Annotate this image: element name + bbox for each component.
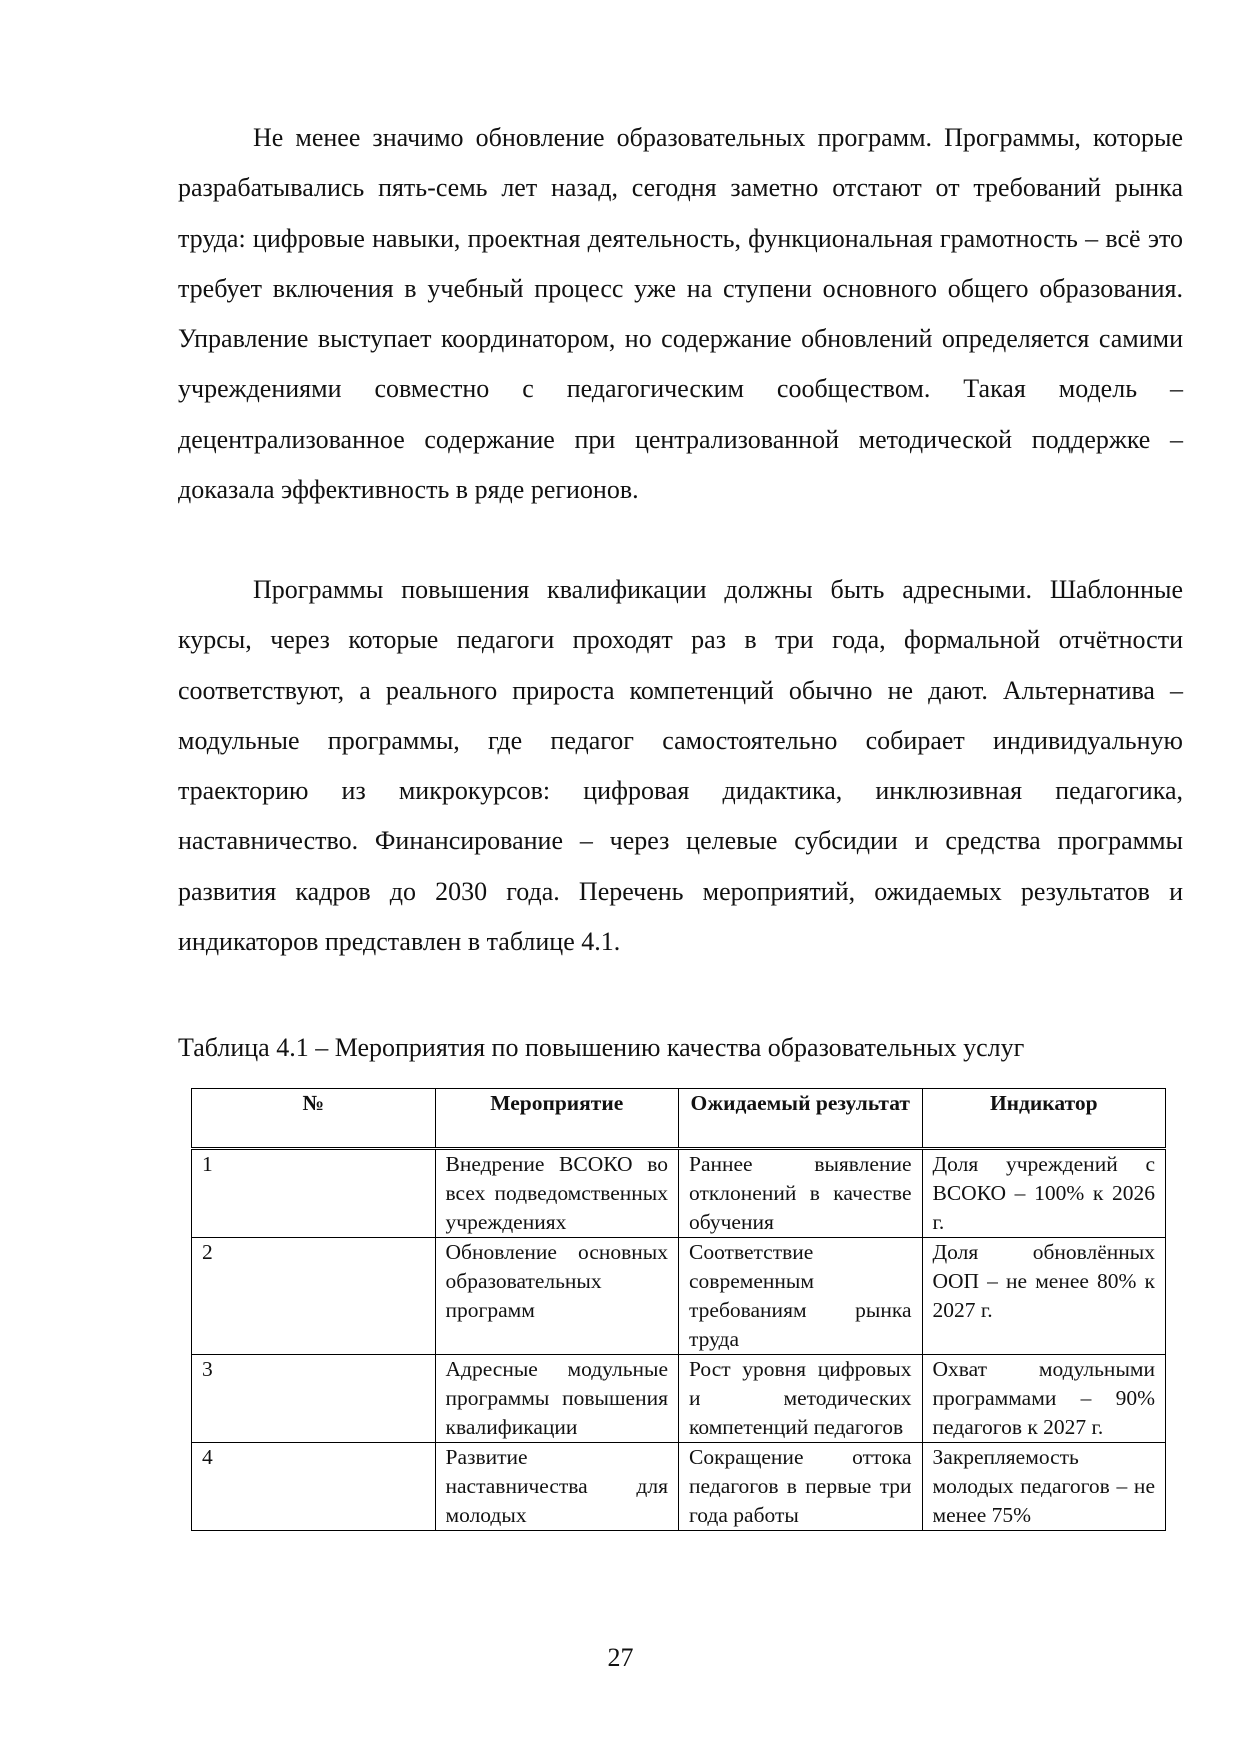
cell-indicator: Доля учреждений с ВСОКО – 100% к 2026 г. [922,1149,1166,1238]
cell-number: 1 [192,1149,436,1238]
table-row [192,1443,1166,1531]
cell-number: 4 [192,1443,436,1531]
cell-number: 2 [192,1238,436,1355]
cell-measure: Развитие наставничества для молодых [435,1443,679,1531]
column-header-number: № [192,1089,436,1149]
cell-indicator: Закрепляемость молодых педагогов – не менее 75% [922,1443,1166,1531]
table-header-row [192,1089,1166,1149]
cell-measure: Внедрение ВСОКО во всех подведомственных учреждениях [435,1149,679,1238]
table-row [192,1238,1166,1355]
body-paragraph: Не менее значимо обновление образовательных программ. Программы, которые разрабатывались пять-семь лет назад, сегодня заметно отстают от требований рынка труда: цифровые навыки, проектная деятельность, функциональная грамотность – всё это требует включения в учебный процесс уже на ступени основного общего образования. Управление выступает координатором, но содержание обновлений определяется самими учреждениями совместно с педагогическим сообществом. Такая модель – децентрализованное содержание при централизованной методической поддержке – доказала эффективность в ряде регионов. [178,123,1183,505]
cell-result: Рост уровня цифровых и методических компетенций педагогов [679,1355,923,1443]
cell-measure: Адресные модульные программы повышения квалификации [435,1355,679,1443]
column-header-measure: Мероприятие [435,1089,679,1149]
column-header-indicator: Индикатор [922,1089,1166,1149]
cell-result: Сокращение оттока педагогов в первые три года работы [679,1443,923,1531]
cell-result: Раннее выявление отклонений в качестве обучения [679,1149,923,1238]
cell-measure: Обновление основных образовательных программ [435,1238,679,1355]
table-row [192,1355,1166,1443]
cell-result: Соответствие современным требованиям рынка труда [679,1238,923,1355]
measures-table [191,1088,1166,1531]
column-header-result: Ожидаемый результат [679,1089,923,1149]
table-caption: Таблица 4.1 – Мероприятия по повышению качества образовательных услуг [178,1033,1025,1062]
cell-indicator: Доля обновлённых ООП – не менее 80% к 2027 г. [922,1238,1166,1355]
cell-indicator: Охват модульными программами – 90% педагогов к 2027 г. [922,1355,1166,1443]
cell-number: 3 [192,1355,436,1443]
page-number: 27 [607,1643,634,1672]
body-paragraph: Программы повышения квалификации должны быть адресными. Шаблонные курсы, через которые педагоги проходят раз в три года, формальной отчётности соответствуют, а реального прироста компетенций обычно не дают. Альтернатива – модульные программы, где педагог самостоятельно собирает индивидуальную траекторию из микрокурсов: цифровая дидактика, инклюзивная педагогика, наставничество. Финансирование – через целевые субсидии и средства программы развития кадров до 2030 года. Перечень мероприятий, ожидаемых результатов и индикаторов представлен в таблице 4.1. [178,575,1183,957]
table-row [192,1149,1166,1238]
